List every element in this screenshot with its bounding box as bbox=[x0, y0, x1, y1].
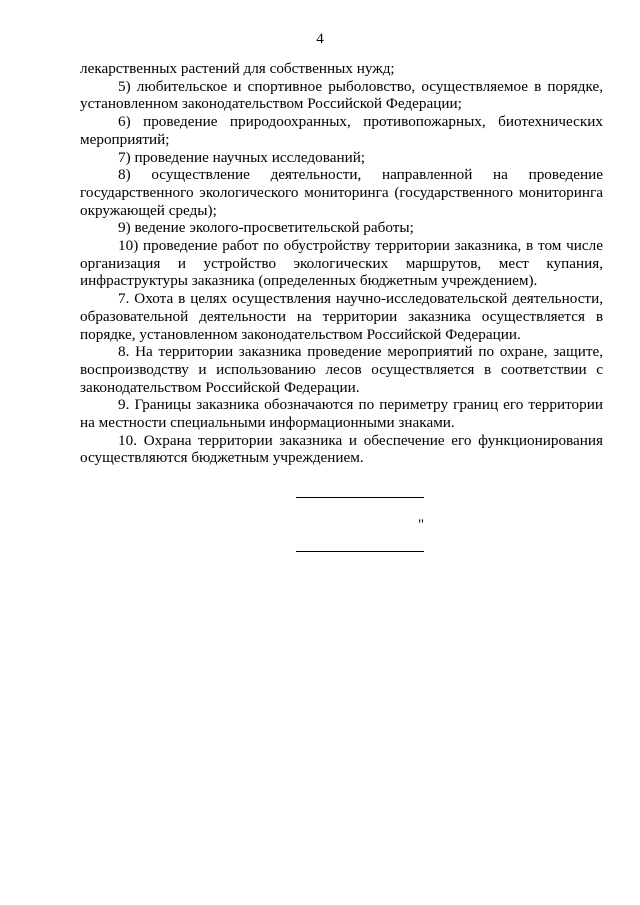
paragraph-clause-10: 10. Охрана территории заказника и обеспечение его функционирования осуществляются бюджетным учреждением. bbox=[80, 431, 603, 467]
document-body bbox=[80, 60, 603, 467]
paragraph-item-7: 7) проведение научных исследований; bbox=[118, 148, 366, 166]
page-number: 4 bbox=[316, 31, 324, 47]
paragraph-item-6: 6) проведение природоохранных, противопожарных, биотехнических мероприятий; bbox=[80, 113, 603, 148]
paragraph-clause-9: 9. Границы заказника обозначаются по периметру границ его территории на местности специальными информационными знаками. bbox=[80, 396, 603, 432]
paragraph-item-5: 5) любительское и спортивное рыболовство, осуществляемое в порядке, установленном законодательством Российской Федерации; bbox=[80, 77, 603, 113]
closing-quote-mark: " bbox=[418, 517, 425, 533]
paragraph-continuation: лекарственных растений для собственных нужд; bbox=[80, 60, 395, 77]
paragraph-item-10: 10) проведение работ по обустройству территории заказника, в том числе организация и устройство экологических маршрутов, мест купания, инфраструктуры заказника (определенных бюджетным учреждением). bbox=[80, 237, 603, 290]
divider-line-top bbox=[296, 497, 424, 498]
paragraph-item-9: 9) ведение эколого-просветительской работы; bbox=[118, 219, 414, 237]
divider-line-bottom bbox=[296, 551, 424, 552]
paragraph-clause-7: 7. Охота в целях осуществления научно-исследовательской деятельности, образовательной деятельности на территории заказника осуществляется в порядке, установленном законодательством Российской Федерации. bbox=[80, 290, 603, 343]
paragraph-item-8: 8) осуществление деятельности, направленной на проведение государственного экологического мониторинга (государственного мониторинга окружающей среды); bbox=[80, 166, 603, 219]
paragraph-clause-8: 8. На территории заказника проведение мероприятий по охране, защите, воспроизводству и использованию лесов осуществляется в соответствии с законодательством Российской Федерации. bbox=[80, 343, 603, 396]
